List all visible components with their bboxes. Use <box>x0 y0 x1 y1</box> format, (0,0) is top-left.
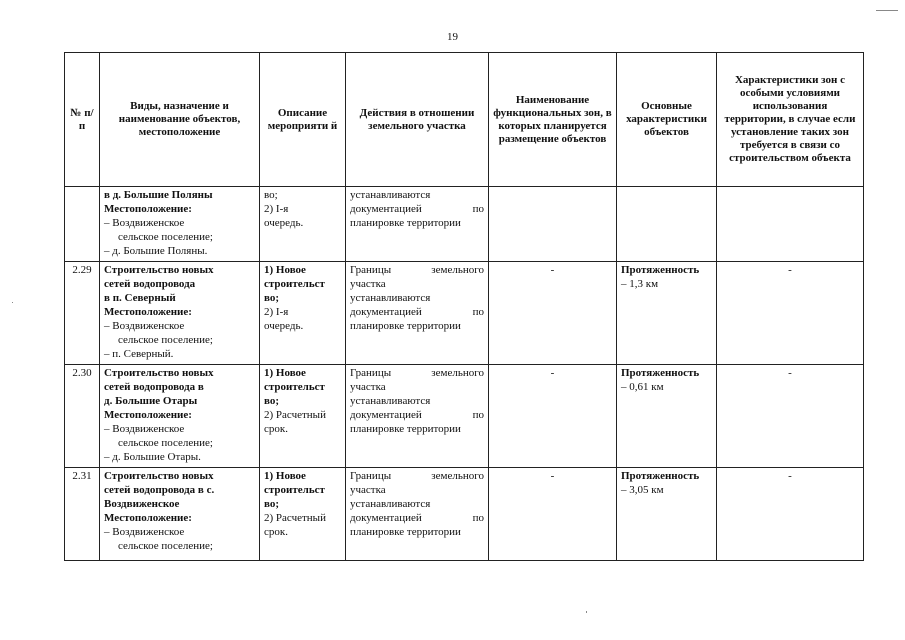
location-item: сельское поселение; <box>118 334 213 346</box>
cell-chars <box>617 365 717 468</box>
header-action: Действия в отношении земельного участка <box>346 53 489 187</box>
table-row <box>65 468 864 561</box>
location-item: – Воздвиженское <box>104 423 185 435</box>
cell-action <box>346 365 489 468</box>
cell-num: 2.30 <box>65 365 100 468</box>
action-line: участка <box>350 278 386 290</box>
action-line: документацией по <box>350 512 484 524</box>
action-line: участка <box>350 484 386 496</box>
chars-value: – 0,61 км <box>621 381 664 393</box>
type-line: Местоположение: <box>104 512 192 524</box>
action-line: планировке территории <box>350 423 461 435</box>
cell-type <box>100 468 260 561</box>
cell-num: 2.31 <box>65 468 100 561</box>
header-chars: Основные характеристики объектов <box>617 53 717 187</box>
table-body <box>65 187 864 561</box>
chars-value: – 1,3 км <box>621 278 659 290</box>
cell-action <box>346 468 489 561</box>
location-item: – п. Северный. <box>104 348 174 360</box>
type-line: в п. Северный <box>104 292 176 304</box>
action-line: устанавливаются <box>350 395 431 407</box>
cell-zones: - <box>489 365 617 468</box>
desc-line: 2) I-я <box>264 306 289 318</box>
action-line: Границы земельного <box>350 470 484 482</box>
cell-zones <box>489 187 617 262</box>
table-row <box>65 365 864 468</box>
action-line: планировке территории <box>350 217 461 229</box>
action-line: Границы земельного <box>350 367 484 379</box>
chars-label: Протяженность <box>621 470 700 482</box>
cell-type <box>100 365 260 468</box>
desc-line: 2) Расчетный <box>264 409 326 421</box>
desc-line: 1) Новое <box>264 470 306 482</box>
chars-value: – 3,05 км <box>621 484 664 496</box>
chars-label: Протяженность <box>621 367 700 379</box>
cell-chars <box>617 468 717 561</box>
scan-mark-left <box>12 302 13 303</box>
desc-line: 1) Новое <box>264 264 306 276</box>
cell-desc <box>260 365 346 468</box>
type-line: сетей водопровода <box>104 278 196 290</box>
cell-special: - <box>717 262 864 365</box>
location-item: – Воздвиженское <box>104 320 185 332</box>
type-line: Воздвиженское <box>104 498 180 510</box>
desc-line: во; <box>264 189 278 201</box>
scan-mark-bottom <box>586 611 587 613</box>
cell-action <box>346 187 489 262</box>
cell-num: 2.29 <box>65 262 100 365</box>
action-line: устанавливаются <box>350 292 431 304</box>
action-line: документацией по <box>350 409 484 421</box>
desc-line: 2) Расчетный <box>264 512 326 524</box>
desc-line: очередь. <box>264 320 304 332</box>
type-line: Местоположение: <box>104 306 192 318</box>
location-item: сельское поселение; <box>118 540 213 552</box>
type-line: сетей водопровода в <box>104 381 204 393</box>
action-line: документацией по <box>350 203 484 215</box>
desc-line: 2) I-я <box>264 203 289 215</box>
header-zones: Наименование функциональных зон, в которых планируется размещение объектов <box>489 53 617 187</box>
desc-line: во; <box>264 395 280 407</box>
desc-line: строительст <box>264 381 325 393</box>
desc-line: во; <box>264 498 280 510</box>
cell-num <box>65 187 100 262</box>
type-line: Местоположение: <box>104 409 192 421</box>
cell-type <box>100 187 260 262</box>
cell-zones: - <box>489 262 617 365</box>
cell-desc <box>260 262 346 365</box>
desc-line: срок. <box>264 423 288 435</box>
cell-desc <box>260 187 346 262</box>
location-item: сельское поселение; <box>118 231 213 243</box>
desc-line: строительст <box>264 278 325 290</box>
desc-line: во; <box>264 292 280 304</box>
cell-chars <box>617 262 717 365</box>
desc-line: строительст <box>264 484 325 496</box>
cell-desc <box>260 468 346 561</box>
location-item: – д. Большие Отары. <box>104 451 201 463</box>
location-item: сельское поселение; <box>118 437 213 449</box>
header-special: Характеристики зон с особыми условиями использования территории, в случае если установление таких зон требуется в связи со строительством объекта <box>717 53 864 187</box>
action-line: устанавливаются <box>350 498 431 510</box>
type-line: Местоположение: <box>104 203 192 215</box>
header-desc: Описание мероприяти й <box>260 53 346 187</box>
action-line: планировке территории <box>350 526 461 538</box>
chars-label: Протяженность <box>621 264 700 276</box>
table-row <box>65 187 864 262</box>
action-line: планировке территории <box>350 320 461 332</box>
type-line: Строительство новых <box>104 470 214 482</box>
action-line: документацией по <box>350 306 484 318</box>
cell-special: - <box>717 365 864 468</box>
desc-line: срок. <box>264 526 288 538</box>
type-line: Строительство новых <box>104 367 214 379</box>
action-line: устанавливаются <box>350 189 431 201</box>
location-item: – Воздвиженское <box>104 217 185 229</box>
desc-line: очередь. <box>264 217 304 229</box>
action-line: Границы земельного <box>350 264 484 276</box>
type-line: сетей водопровода в с. <box>104 484 215 496</box>
location-item: – д. Большие Поляны. <box>104 245 208 257</box>
cell-zones: - <box>489 468 617 561</box>
objects-table <box>64 52 864 561</box>
page-number: 19 <box>447 31 458 43</box>
cell-chars <box>617 187 717 262</box>
desc-line: 1) Новое <box>264 367 306 379</box>
type-line: Строительство новых <box>104 264 214 276</box>
cell-type <box>100 262 260 365</box>
header-type: Виды, назначение и наименование объектов, местоположение <box>100 53 260 187</box>
header-num: № п/п <box>65 53 100 187</box>
cell-special: - <box>717 468 864 561</box>
cell-action <box>346 262 489 365</box>
type-line: в д. Большие Поляны <box>104 189 213 201</box>
scan-mark-top-right <box>876 10 898 11</box>
location-item: – Воздвиженское <box>104 526 185 538</box>
table-row <box>65 262 864 365</box>
action-line: участка <box>350 381 386 393</box>
type-line: д. Большие Отары <box>104 395 198 407</box>
header-row <box>65 53 864 187</box>
cell-special <box>717 187 864 262</box>
